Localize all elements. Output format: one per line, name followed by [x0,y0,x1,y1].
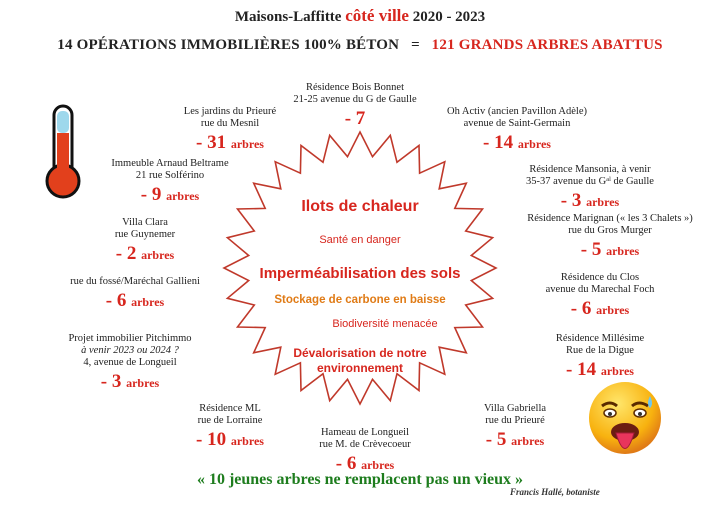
operation-count: - 14 arbres [483,132,551,153]
operation-millesime [525,333,675,382]
operation-name: Résidence Marignan (« les 3 Chalets ») [527,213,693,224]
operation-name: Villa Clara [122,217,168,228]
operation-name: Villa Gabriella [483,403,547,414]
operation-address: rue M. de Crèvecoeur [319,439,411,450]
operation-address: avenue de Saint-Germain [463,118,571,129]
operation-address: 4, avenue de Longueil [83,357,177,368]
operation-count: - 9 arbres [140,184,200,205]
operation-pitchimmo [55,333,205,394]
operation-address: 21 rue Solférino [135,170,205,181]
operation-address: rue du Gros Murger [568,225,652,236]
operation-count: - 5 arbres [485,429,545,450]
operation-fosse-gallieni [50,276,220,313]
operation-villa-clara [85,217,205,266]
operation-count: - 31 arbres [196,132,264,153]
operation-name: Oh Activ (ancien Pavillon Adèle) [447,106,587,117]
operation-count: - 6 arbres [335,453,395,474]
subtitle-left: 14 OPÉRATIONS IMMOBILIÈRES 100% BÉTON [57,37,400,53]
operation-address: rue de Lorraine [197,415,263,426]
subtitle-right: 121 GRANDS ARBRES ABATTUS [431,37,663,53]
operation-name: Immeuble Arnaud Beltrame [111,158,229,169]
operation-name: Hameau de Longueil [320,427,410,438]
operation-address: 35-37 avenue du Gᵃˡ de Gaulle [526,176,654,187]
operation-oh-activ [432,106,602,155]
footer-quote: « 10 jeunes arbres ne remplacent pas un vieux » [196,471,524,488]
footer-author: Francis Hallé, botaniste [510,487,600,497]
title-prefix: Maisons-Laffitte [234,9,342,25]
center-line-environment-b: environnement [316,361,403,375]
operation-name: Résidence du Clos [560,272,640,283]
operation-count: - 7 [344,108,366,129]
operation-count: - 6 arbres [570,298,630,319]
operation-count: - 3 arbres [100,371,160,392]
operation-address: rue du Prieuré [485,415,545,426]
center-line-environment [260,346,460,376]
operation-hameau-longueil [295,427,435,476]
operation-count: - 3 arbres [560,190,620,211]
title-highlight: côté ville [345,6,409,25]
operation-arnaud-beltrame [100,158,240,207]
subtitle-equals: = [411,37,420,53]
center-line-biodiversity: Biodiversité menacée [332,318,438,330]
operation-count: - 2 arbres [115,243,175,264]
center-line-carbon: Stockage de carbone en baisse [274,294,446,306]
operation-residence-ml [165,403,295,452]
operation-name: Résidence ML [199,403,261,414]
operation-count: - 10 arbres [196,429,264,450]
operation-address: Rue de la Digue [566,345,634,356]
page-title [0,6,720,26]
operation-villa-gabriella [450,403,580,452]
operation-jardins-prieure [160,106,300,155]
thermometer-icon [38,103,88,203]
operation-note: à venir 2023 ou 2024 ? [81,345,179,356]
operation-name: rue du fossé/Maréchal Gallieni [70,276,200,287]
center-line-heat-islands: Ilots de chaleur [301,198,419,215]
hot-face-emoji-icon [582,378,668,468]
operation-residence-clos [525,272,675,321]
operation-count: - 5 arbres [580,239,640,260]
operation-address: rue Guynemer [114,229,176,240]
operation-count: - 14 arbres [566,359,634,380]
operation-address: 21-25 avenue du G de Gaulle [293,94,417,105]
operation-bois-bonnet [285,82,425,130]
center-line-health: Santé en danger [319,234,401,246]
operation-address: rue du Mesnil [200,118,260,129]
title-years: 2020 - 2023 [412,9,486,25]
operation-name: Résidence Mansonia, à venir [529,164,651,175]
operation-name: Résidence Millésime [555,333,645,344]
center-line-environment-a: Dévalorisation de notre [293,346,427,360]
page-subtitle [0,37,720,54]
operation-name: Résidence Bois Bonnet [306,82,404,93]
operation-name: Les jardins du Prieuré [183,106,277,117]
operation-name: Projet immobilier Pitchimmo [68,333,192,344]
operation-marignan [520,213,700,262]
operation-address: avenue du Marechal Foch [545,284,655,295]
operation-count: - 6 arbres [105,290,165,311]
center-line-soil-sealing: Imperméabilisation des sols [259,265,461,282]
operation-mansonia [505,164,675,213]
